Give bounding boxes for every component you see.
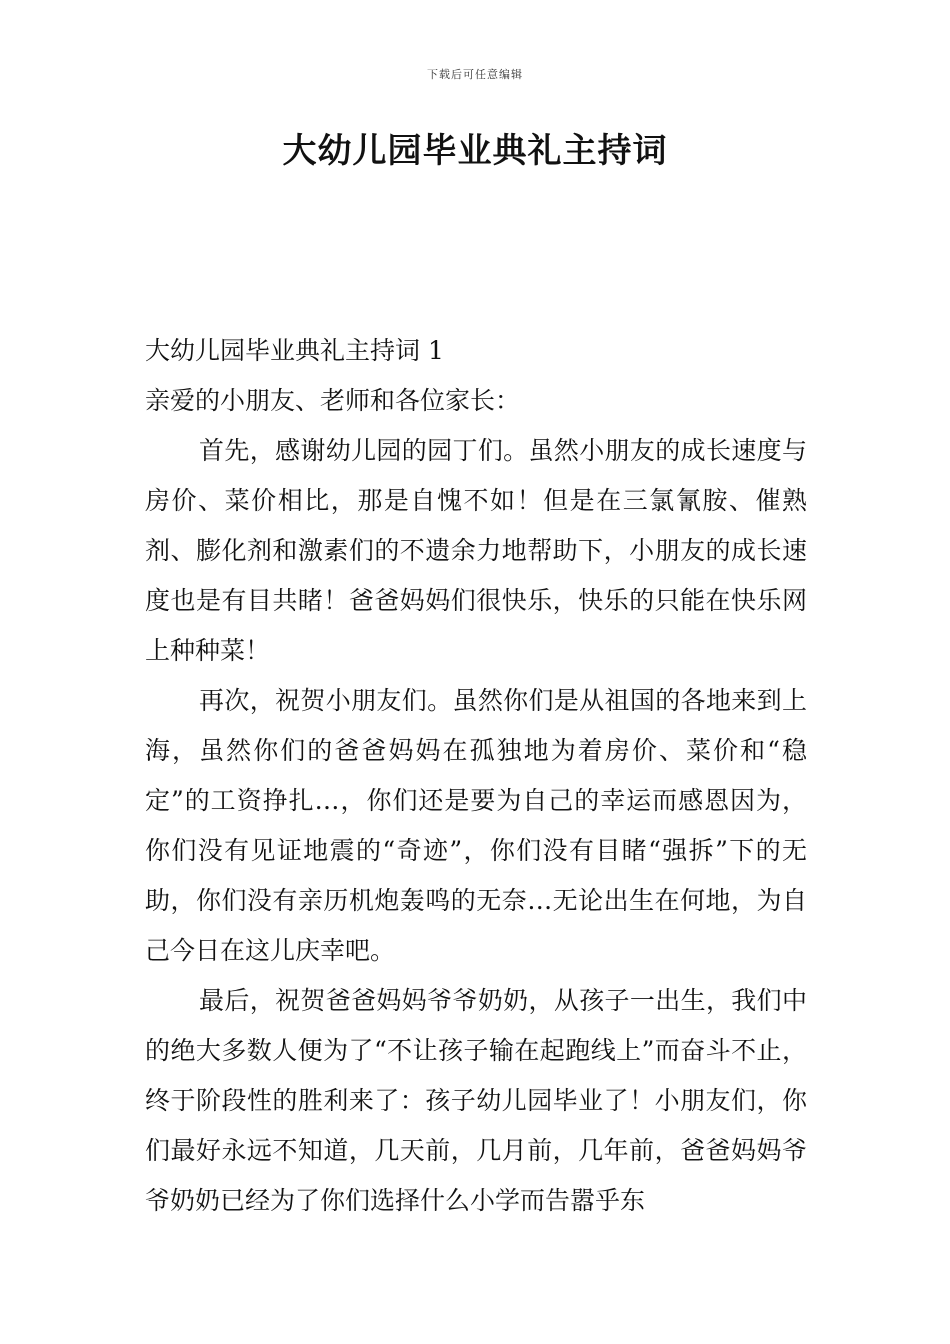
section-heading: 大幼儿园毕业典礼主持词 1 <box>145 336 444 365</box>
paragraph-3: 最后，祝贺爸爸妈妈爷爷奶奶，从孩子一出生，我们中的绝大多数人便为了“不让孩子输在起跑线上”而奋斗不止，终于阶段性的胜利来了：孩子幼儿园毕业了！小朋友们，你们最好永远不知道，几天前，几月前，几年前，爸爸妈妈爷爷奶奶已经为了你们选择什么小学而告嚣乎东 <box>145 986 807 1215</box>
header-note: 下载后可任意编辑 <box>427 68 523 81</box>
document-body <box>145 326 807 1226</box>
paragraph-2: 再次，祝贺小朋友们。虽然你们是从祖国的各地来到上海，虽然你们的爸爸妈妈在孤独地为着房价、菜价和“稳定”的工资挣扎…，你们还是要为自己的幸运而感恩因为，你们没有见证地震的“奇迹”，你们没有目睹“强拆”下的无助，你们没有亲历机炮轰鸣的无奈…无论出生在何地，为自己今日在这儿庆幸吧。 <box>145 686 807 965</box>
document-title: 大幼儿园毕业典礼主持词 <box>282 131 668 171</box>
greeting-line: 亲爱的小朋友、老师和各位家长： <box>145 386 521 415</box>
paragraph-1: 首先，感谢幼儿园的园丁们。虽然小朋友的成长速度与房价、菜价相比，那是自愧不如！但是在三氯氰胺、催熟剂、膨化剂和激素们的不遗余力地帮助下，小朋友的成长速度也是有目共睹！爸爸妈妈们很快乐，快乐的只能在快乐网上种种菜！ <box>145 436 807 665</box>
